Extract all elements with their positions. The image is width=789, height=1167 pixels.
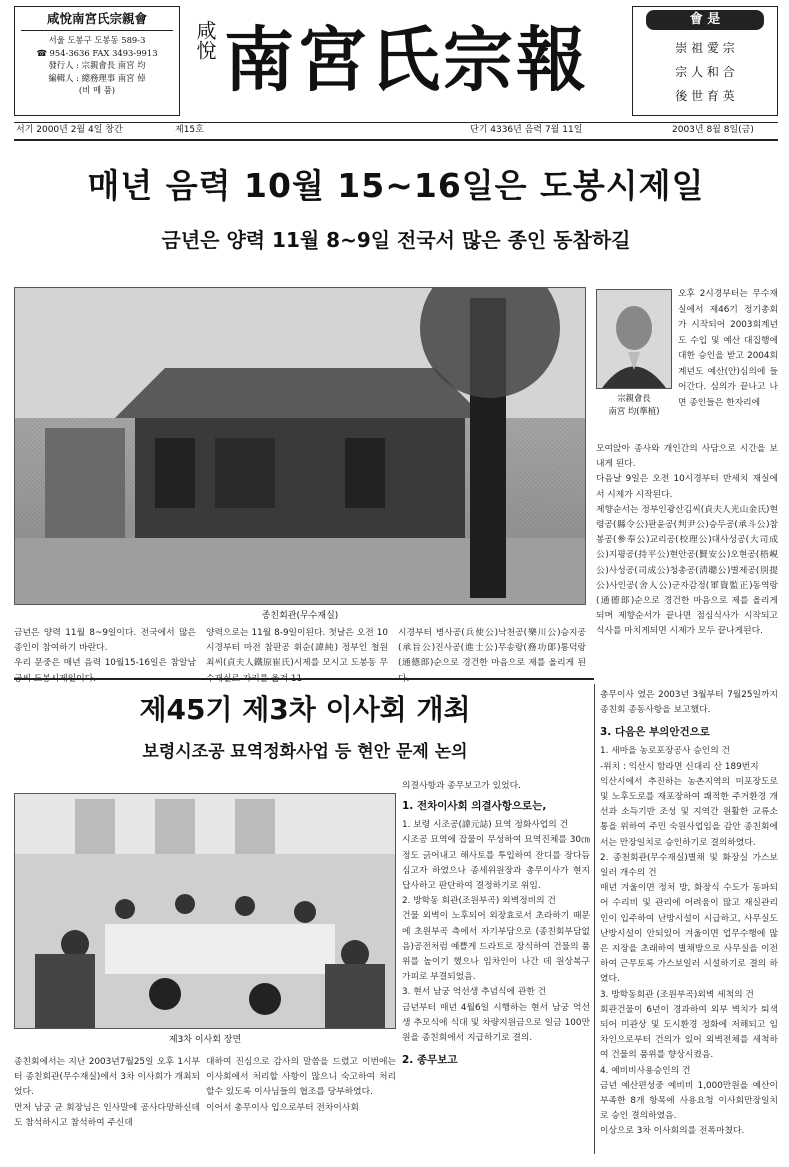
article1-side-text: 오후 2시경부터는 무수재실에서 제46기 정기총회가 시작되어 2003회계년도 수입 및 예산 대집행에 대한 승인을 받고 2004회계년도 예산(안)심의에 들어간다. 심의가 끝나고 나면 종인들은 한자리에: [678, 289, 778, 408]
column-c-heading-2: 2. 종무보고: [402, 1054, 458, 1067]
article2-column-d: [600, 688, 778, 1140]
article1-column-3: 시경부터 병사공(兵使公)낙천공(樂川公)승지공(承旨公)진사공(進士公)무송랑(務功郞)통덕랑(通德郞)순으로 경건한 마음으로 제를 올리게 된다.: [398, 628, 586, 684]
dateline-lunar: 단기 4336년 음력 7월 11일: [470, 125, 583, 135]
newspaper-title: 南宮氏宗報: [224, 18, 589, 101]
column-divider: [594, 684, 595, 1154]
meeting-photo-caption: 제3차 이사회 장면: [168, 1035, 242, 1045]
dateline-founded: 서기 2000년 2월 4일 창간: [16, 125, 123, 135]
column-c-lead: 의결사항과 종무보고가 있었다.: [402, 781, 521, 791]
article2-subhead: 보령시조공 묘역정화사업 등 현안 문제 논의: [142, 742, 468, 762]
masthead-left-box: [14, 6, 180, 116]
portrait-caption: 宗親會長 南宮 均(準植): [608, 393, 660, 416]
shrine-photo: [14, 287, 586, 605]
column-c-heading-1: 1. 전차이사회 의결사항으로는,: [402, 800, 547, 813]
org-phone: ☎ 954-3636 FAX 3493-9913: [36, 47, 158, 58]
article2-column-b: 대하여 진심으로 감사의 말씀을 드렸고 이번에는 이사회에서 처리할 사항이 많으니 숙고하여 처리할수 있도록 이사님들의 협조를 당부하였다. 이어서 총무이사 입으로부터 전차이사회: [206, 1057, 396, 1113]
meeting-photo-illustration: [15, 794, 395, 1028]
motto-line-3: 後 世 育 英: [675, 89, 735, 103]
chairman-portrait: [596, 289, 672, 389]
motto-line-1: 崇 祖 愛 宗: [675, 41, 735, 55]
dateline-date: 2003년 8월 8일(금): [672, 125, 754, 135]
dateline-bottom-rule: [14, 139, 778, 141]
article1-column-2: 양력으로는 11월 8-9일이된다. 첫날은 오전 10시경부터 마전 참판공 휘순(諱純) 정부인 철원최씨(貞夫人鐵原崔氏)시제를 모시고 도봉동 무수재실로 자리를 옮겨 11: [206, 628, 388, 684]
column-d-body: 1. 새마을 농로포장공사 승인의 건 -위치 : 익산시 함라면 신대리 산 189번지 익산시에서 추진하는 농촌지역의 미포장도로 및 노후도로를 재포장하여 쾌적한 주거환경 개선과 소득기반 조성 및 지역간 원활한 교류소통을 위하여 주민 숙원사업임을 감안 종친회에서는 만장일치로 승인하기로 결의하였다. 2. 종천회관(무수재실)별채 및 화장실 가스보일러 개수의 건 매년 겨울이면 정처 방, 화장식 수도가 동파되어 수리비 및 관리에 어려움이 많고 재실관리인이 입주하여 난방시설이 시급하고, 사무실도 난방시설이 안되있어 겨울이면 업무수행에 많은 지장을 초래하여 별채방으로 사무실을 이전하여 근무토록 가스보일러 시설하기로 결의 하였다. 3. 방학동회관 (조원부곡)외벽 세척의 건 회관건물이 6년이 경과하여 외부 벽치가 퇴색되어 미관상 및 도시환경 정화에 저해되고 임차인으로부터 건의가 있어 외벽전체를 세척하여 건물의 품위를 향상시켰음. 4. 예비비사용승인의 건 금년 예산편성중 예비비 1,000만원을 예산이 부족한 8개 항목에 사용요청 이사회만장일치로 승인 결의하였음. 이상으로 3차 이사회의를 전폭마쳤다.: [600, 746, 778, 1137]
shrine-photo-illustration: [15, 288, 585, 604]
article2-headline: 제45기 제3차 이사회 개최: [139, 693, 471, 726]
title-small-text: 咸悅: [193, 20, 217, 60]
title-small: [190, 20, 220, 68]
dateline-issue: 제15호: [175, 125, 204, 135]
article1-headline: 매년 음력 10월 15~16일은 도봉시제일: [87, 166, 705, 205]
dateline-top-rule: [14, 122, 778, 123]
meeting-photo: [14, 793, 396, 1029]
portrait-illustration: [597, 290, 671, 388]
article1-subhead: 금년은 양력 11월 8~9일 전국서 많은 종인 동참하길: [161, 228, 631, 252]
shrine-photo-caption: 종친회관(무수재실): [261, 611, 339, 621]
org-address: 서울 도봉구 도봉동 589-3: [48, 35, 146, 45]
org-name: 咸悅南宮氏宗親會: [21, 11, 173, 31]
motto-line-2: 宗 人 和 合: [675, 65, 735, 79]
column-d-heading-3: 3. 다음은 부의안건으로: [600, 726, 710, 739]
editor: 編輯人 : 總務理事 南宮 倬: [48, 72, 146, 83]
article1-right-column: 모여앉아 종사와 개인간의 사담으로 시간을 보내게 된다. 다음날 9일은 오전 10시경부터 반세치 재실에서 시제가 시작된다. 제향순서는 정부인광산김씨(貞夫人光山金氏)현령공(縣令公)판윤공(判尹公)승두공(承斗公)참봉공(參奉公)교리공(校理公)대사성공(大司成公)지평공(持平公)현안공(賢安公)오현공(梧峴公)사성공(司成公)청총공(淸聰公)별제공(別提公)사인공(舍人公)군자감정(軍資監正)동역랑(通德郞)순으로 경건한 마음으로 제를 올리게 되며 제향순서가 끝나면 점심식사가 시작되고 식사를 마치게되면 시제가 모두 끝나게된다.: [596, 444, 778, 637]
motto-header: 會 是: [646, 10, 764, 30]
free-note: (비 매 품): [78, 85, 116, 96]
motto-box: [632, 6, 778, 116]
column-c-body: 1. 보령 시조공(諱元誌) 묘역 정화사업의 건 시조공 묘역에 잡물이 무성하여 묘역진체를 30㎝정도 긁어내고 해사토를 투입하여 잔디를 장다듬 심고자 하였으나 종세위원장과 총무이사가 현지답사하고 판단하여 결정하기로 위임. 2. 방학동 회관(조원부곡) 외벽정비의 건 건물 외벽이 노후되어 외장효로서 초라하기 때문에 초원부곡 측에서 자기부담으로 (종친회부담없음)공전처럼 예쁠게 드라트로 장식하여 건물의 품위를 높이기 했으나 임차인이 나간 데 원상복구 가피로 부결되었음. 3. 현서 남궁 억선생 추념식에 관한 건 금년부터 매년 4월6일 시행하는 현서 남궁 억선생 추모식에 식대 및 차량지원금으로 일금 100만원을 종친회에서 지급하기로 결의.: [402, 820, 590, 1044]
article2-column-a: 종친회에서는 지난 2003년7월25일 오후 1시부터 종친회관(무수재실)에서 3차 이사회가 개최되었다. 먼저 남궁 균 회장님은 인사말에 공사다망하신데도 참석하시고 참석하여 주신데: [14, 1057, 200, 1128]
publisher: 發行人 : 宗親會長 南宮 均: [48, 60, 146, 71]
article1-column-1: 금년은 양력 11월 8~9일이다. 전국에서 많은 종인이 참여하기 바란다. 우리 문중은 매년 음력 10월15-16일은 참알남궁씨 도봉시제일이다.: [14, 628, 196, 684]
column-d-lead: 총무이사 였은 2003년 3월부터 7월25일까지 종친회 종동사항을 보고했다.: [600, 690, 778, 716]
article2-column-c: [402, 779, 590, 1070]
section-divider: [14, 678, 594, 680]
